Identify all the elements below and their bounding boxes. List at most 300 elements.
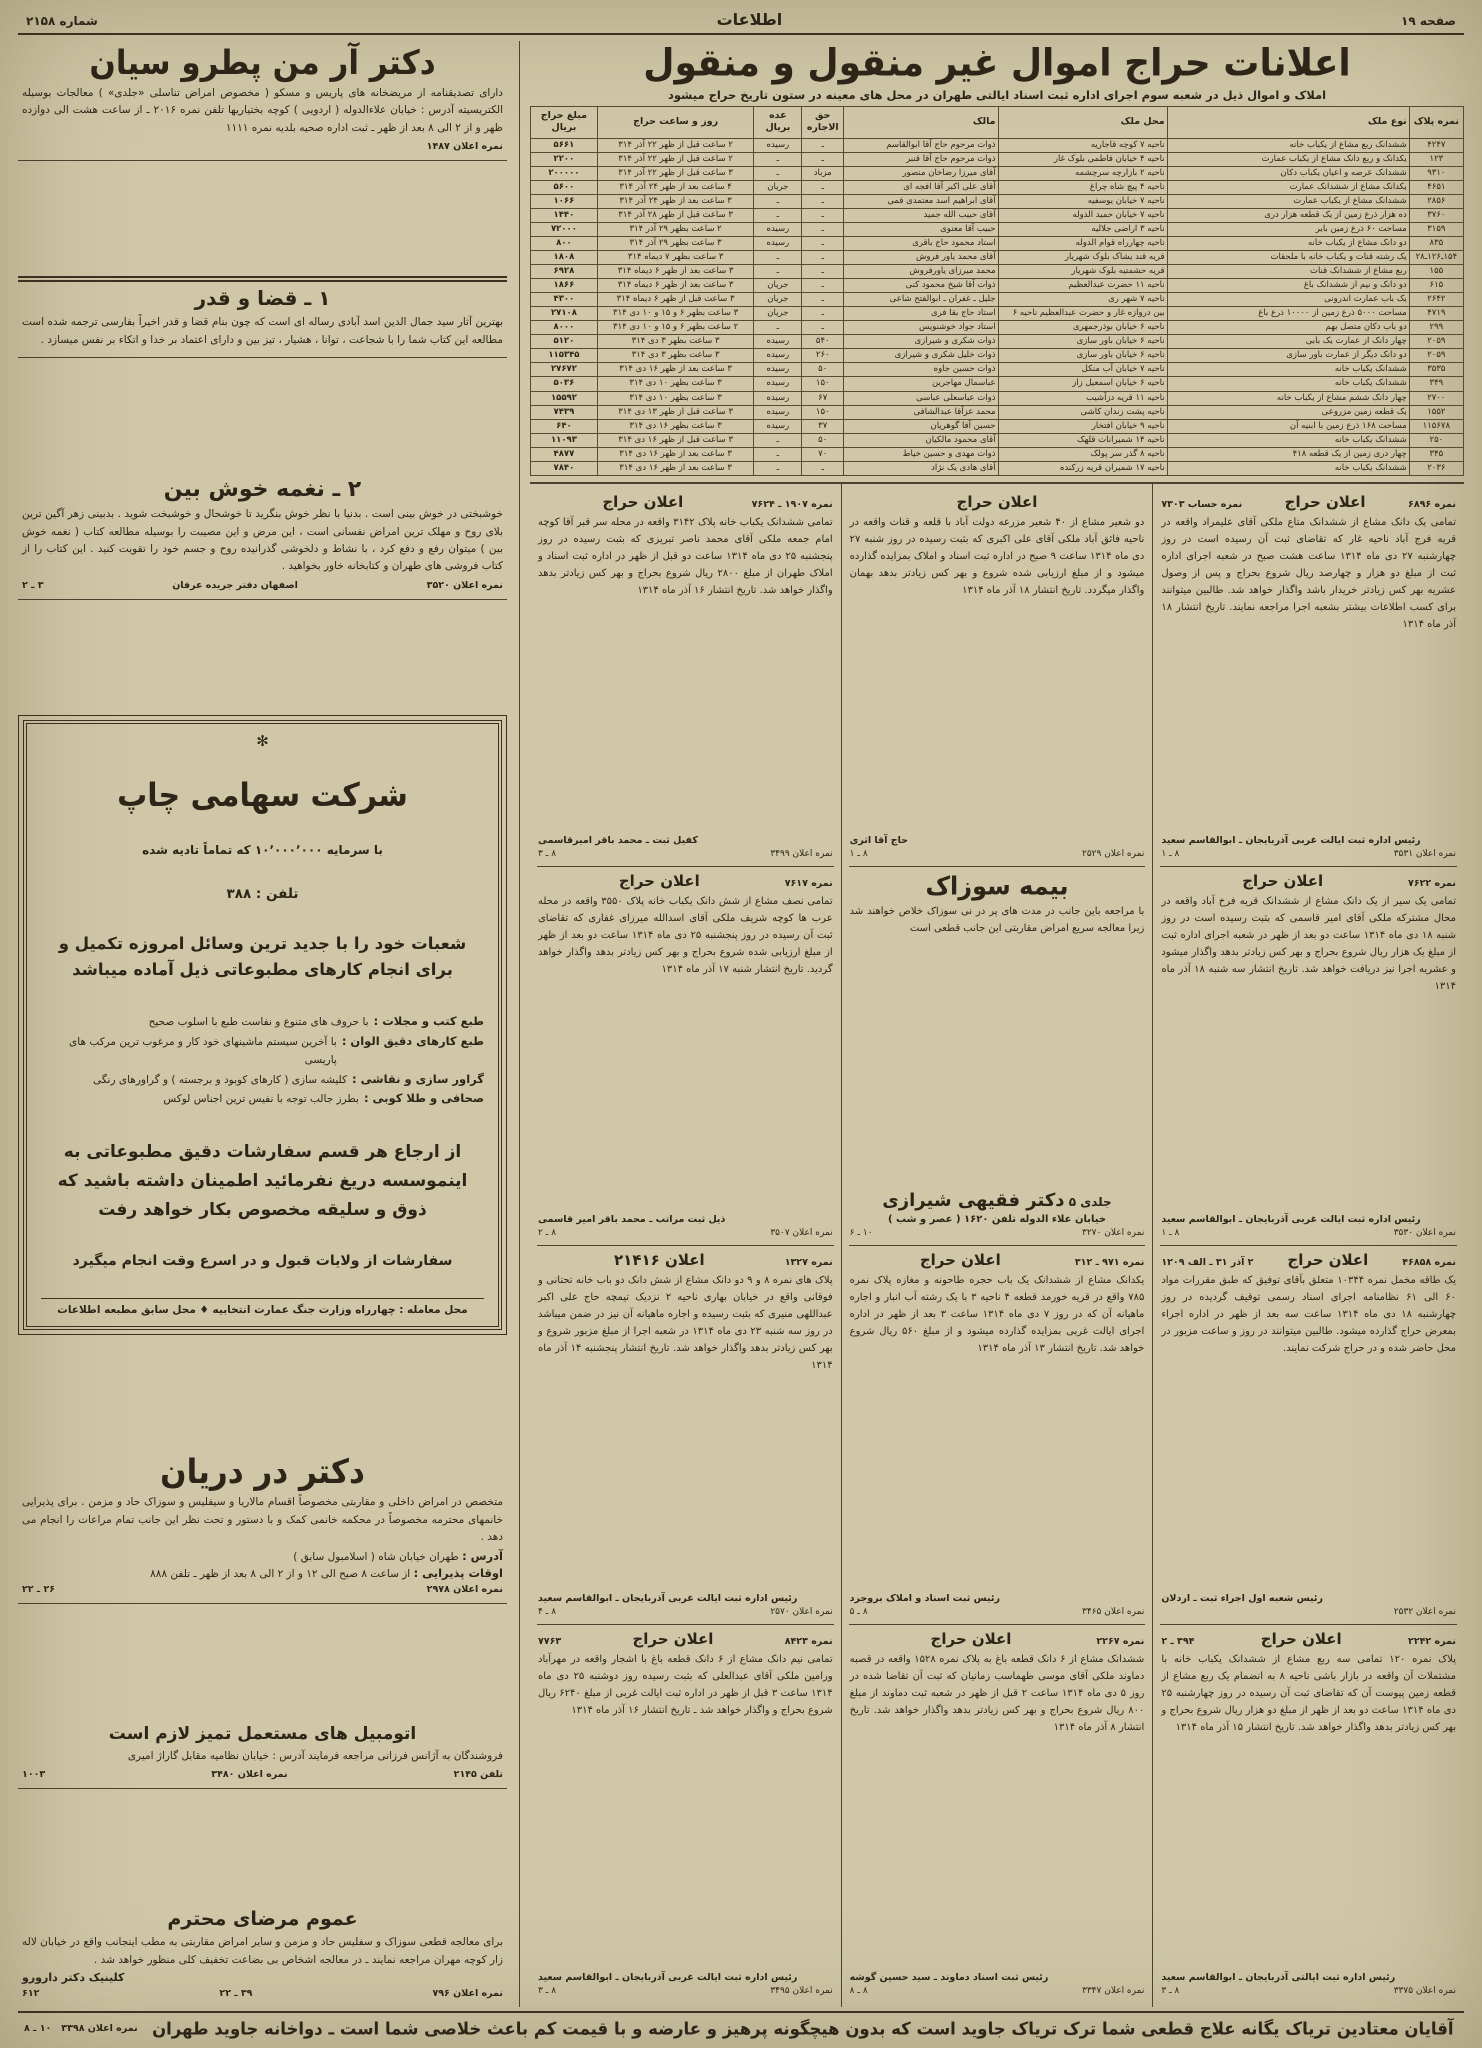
announcement-footer [850,1986,1145,1996]
table-cell: ۵۰۳۶ [531,377,598,391]
table-cell: ۳ ساعت بعد از ظهر ۱۶ دی ۳۱۴ [597,447,754,461]
ad-body: برای معالجه قطعی سوزاک و سفلیس حاد و مزمن و سایر امراض مقاربتی به مطب اینجانب واقع در خیابان لاله زار کوچه مهران مراجعه نمایند ـ در معالجه اشخاص بی بضاعت تخفیف کلی منظور خواهد شد . [22,1936,503,1966]
table-cell: حسین آقا گوهریان [844,419,998,433]
announcement-header [850,1251,1145,1269]
announcement-title: اعلان حراج [930,1629,1012,1648]
table-cell: ۱۵۴ـ۱۲۶ـ۲۸ [1409,251,1463,265]
table-cell: ـ [754,152,802,166]
table-cell: ۴۶۵۱ [1409,180,1463,194]
table-cell: ـ [802,152,844,166]
issue-number: شماره ۲۱۵۸ [26,14,98,28]
announcement-body: ششدانک مشاع از ۶ دانک قطعه باغ به پلاک نمره ۱۵۲۸ واقعه در قصبه دماوند ملکی آقای موسی طهماسب زمانیان که ثبت آن تقاضا شده در روز ۵ دی ماه ۱۳۱۴ ساعت ۲ قبل از ظهر در شعبه ثبت دماوند از مبلغ ۸۰۰ ریال شروع بحراج و بهر کس زیادتر بدهد واگذار خواهد شد. تاریخ انتشار ۸ آذر ماه ۱۳۱۴ [849,1653,1145,1733]
ad-code: ۳ ـ ۲ [22,579,44,591]
table-row [531,152,1464,166]
table-cell: ۳ ساعت بظهر ۳ دی ۳۱۴ [597,335,754,349]
print-service-label: صحافی و طلا کوبی : [363,1091,484,1106]
announcement-block [849,488,1146,867]
address-value: طهران خیابان شاه ( اسلامبول سابق ) [293,1551,459,1564]
announcement-block [1160,1625,1457,2003]
column-header: مالک [844,107,998,139]
announcement-number: نمره ۶۸۹۶ [1408,498,1456,510]
announcement-header [538,493,833,511]
table-cell: ده هزار ذرع زمین از یک قطعه هزار دری [1167,208,1409,222]
ad-book-naghme-khoshbin [18,473,507,599]
table-cell: ۳ ساعت قبل از ظهر ۲۲ آذر ۳۱۴ [597,166,754,180]
table-cell: ۶۱۵ [1409,279,1463,293]
company-title: شرکت سهامی چاپ [117,776,408,814]
table-cell: ـ [754,194,802,208]
announcement-code: ۸ ـ ۳ [537,848,557,859]
print-services [41,1012,484,1109]
announcement-extra: نمره حساب ۷۳۰۳ [1161,498,1243,510]
company-pitch: از ارجاع هر قسم سفارشات دقیق مطبوعاتی به اینموسسه دریغ نفرمائید اطمینان داشته باشید که ذوق و سلیقه مخصوص بکار خواهد رفت [57,1141,468,1220]
print-service-desc: با آخرین سیستم ماشینهای خود کار و مرغوب ترین مرکب های پاریسی [69,1035,337,1066]
table-cell: ۳ ساعت بعد از ظهر ۱۶ دی ۳۱۴ [597,461,754,475]
announcement-body: تمامی یک دانک مشاع از ششدانک متاع ملکی آقای علیمراد واقعه در قریه فرج آباد ناحیه غار که تقاضای ثبت آن رسیده است در روز چهارشنبه ۲۷ دی ماه ۱۳۱۴ ساعت هشت صبح در شعبه اجرای اداره ثبت از مبلغ دو هزار و چهارصد ریال شروع بحراج و پس از وصول عشریه بهر کس زیادتر خریدار باشد واگذار خواهد شد. طالبین میتوانند برای کسب اطلاعات بیشتر بشعبه اجرا مراجعه نمایند. تاریخ انتشار ۱۸ آذر ماه ۱۳۱۴ [1161,516,1456,630]
table-row [531,321,1464,335]
announcement-signature: رئیس اداره ثبت ایالت غربی آذربایجان ـ ابوالقاسم سعید [1161,834,1421,846]
table-cell: رسیده [754,391,802,405]
table-cell: ۹۳۱۰ [1409,166,1463,180]
table-cell: ناحیه ۷ کوچه قاجاریه [998,138,1167,152]
table-cell: ۷۴۳۹ [531,405,598,419]
column-header: حق الاجاره [802,107,844,139]
table-cell: ششدانک یکباب خانه [1167,433,1409,447]
announcement-body: تمامی یک سیر از یک دانک مشاع از ششدانک قریه فرخ آباد واقعه در محال مشترکه ملکی آقای امیر قاسمی که بثبت رسیده است در روز شنبه ۱۸ دی ماه ۱۳۱۴ ساعت دو بعد از ظهر در شعبه اجرای اداره ثبت از مبلغ یک هزار ریال شروع بحراج و بهر کس زیادتر بدهد واگذار میشود و عشریه اجرا نیز دریافت خواهد شد. تاریخ انتشار سه شنبه ۱۸ آذر ماه ۱۳۱۴ [1161,895,1456,992]
table-cell: عباسمال مهاجرین [844,377,998,391]
ad-phone: تلفن ۲۱۴۵ [453,1768,503,1780]
print-service-desc: بطرز جالب توجه با نفیس ترین اجناس لوکس [163,1093,359,1106]
announcement-code: ۸ ـ ۸ [849,1986,868,1996]
announcement-title: اعلان حراج [1242,871,1324,890]
announcement-ad-number: نمره اعلان ۲۵۳۲ [1393,1606,1456,1617]
table-cell: قریه حشمتیه بلوک شهریار [998,265,1167,279]
table-cell: ۲۸۵۶ [1409,194,1463,208]
table-cell: ناحیه ۷ خیابان حمید الدوله [998,208,1167,222]
ad-patients-clinic [18,1904,507,2007]
masthead [18,8,1464,35]
table-cell: دو دانک مشاع از یکباب خانه [1167,237,1409,251]
announcement-number: نمره ۴۶۸۵۸ [1402,1256,1456,1268]
doctor-specialty: جلدی ۵ [1064,1194,1112,1209]
announcement-extra: ۲ آذر ۳۱ ـ الف ۱۲۰۹ [1161,1256,1254,1268]
ad-code: ۱۰۰۳ [22,1768,46,1780]
announcement-footer [538,1228,833,1238]
bottom-banner [18,2011,1464,2042]
announcement-header [850,1630,1145,1648]
table-cell: جلیل ـ غفران ـ ابوالفتح شاعی [844,293,998,307]
table-cell: ناحیه پشت زندان کاشی [998,405,1167,419]
table-cell: مساحت ۶۰ ذرع زمین بایر [1167,222,1409,236]
table-cell: ۵۰ [802,433,844,447]
ad-code-2: ۶۱۲ [22,1987,40,1999]
ad-title: عموم مرضای محترم [167,1908,358,1931]
table-cell: ۷۸۴۰ [531,461,598,475]
table-cell: ذوات حسین جاوه [844,363,998,377]
table-cell: ـ [802,237,844,251]
announcement-ad-number: نمره اعلان ۳۴۹۹ [770,848,833,859]
table-cell: ۳ ساعت قبل از ظهر ۱۳ دی ۳۱۴ [597,405,754,419]
table-row [531,447,1464,461]
column-header: مبلغ حراج بریال [531,107,598,139]
table-cell: ناحیه ۷ خیابان یوسفیه [998,194,1167,208]
announcement-footer [850,1228,1145,1238]
table-cell: مساحت ۱۶۸ ذرع زمین با ابنیه آن [1167,419,1409,433]
table-cell: محمد میرزای یاورفروش [844,265,998,279]
table-cell: ـ [754,433,802,447]
table-cell: ۲ ساعت بظهر ۲۹ آذر ۳۱۴ [597,222,754,236]
announcement-signature: رئیس ثبت اسناد و املاک بروجرد [849,1592,1000,1604]
announcement-columns [530,482,1464,2007]
table-cell: آقای هادی یک نژاد [844,461,998,475]
table-cell: ۳۴۹ [1409,377,1463,391]
announcement-ad-number: نمره اعلان ۳۵۳۰ [1393,1227,1456,1238]
table-cell: ـ [802,307,844,321]
table-cell: ششدانک یکباب خانه [1167,363,1409,377]
company-phone: تلفن : ۳۸۸ [226,885,299,902]
table-cell: ۱۵۵ [1409,265,1463,279]
table-cell: رسیده [754,222,802,236]
print-service-item [41,1012,484,1032]
table-cell: ذوات خلیل شکری و شیرازی [844,349,998,363]
table-cell: ۲۰۰۰۰۰ [531,166,598,180]
table-cell: ذوات مهدی و حسین خیاط [844,447,998,461]
table-cell: ۳۵۳۵ [1409,363,1463,377]
doctor-name-text: دکتر فقیهی شیرازی [882,1189,1065,1211]
announcement-block [537,1246,834,1625]
auction-section [519,41,1464,2007]
table-cell: ۳ ساعت قبل از ظهر ۲۸ آذر ۳۱۴ [597,208,754,222]
page-content [18,35,1464,2007]
table-cell: رسیده [754,419,802,433]
announcement-block [849,867,1146,1246]
table-cell: جریان [754,180,802,194]
table-cell: جریان [754,279,802,293]
table-row [531,138,1464,152]
table-cell: یکدانک مشاع از ششدانک عمارت [1167,180,1409,194]
table-row [531,391,1464,405]
announcement-body: یک طاقه مخمل نمره ۱۰۳۴۴ متعلق بآقای توفیق که طبق مقررات مواد ۶۰ الی ۶۱ نظامنامه اجرای اسناد رسمی توقیف گردیده در روز چهارشنبه ۱۸ دی ماه ۱۳۱۴ ساعت سه بعد از ظهر در اداره اجراء بمعرض حراج گذارده میشود. طالبین میتوانند در روز و ساعت مزبور در محل حاضر شده و در حراج شرکت نمایند. [1161,1274,1456,1354]
table-cell: ۳ ساعت بظهر ۷ دیماه ۳۱۴ [597,251,754,265]
table-cell: ۱۲۳ [1409,152,1463,166]
announcement-header [1161,872,1456,890]
table-cell: ۳ ساعت بظهر ۶ و ۱۵ و ۱۰ دی ۳۱۴ [597,307,754,321]
table-cell: ششدانک یکباب خانه [1167,461,1409,475]
table-cell: رسیده [754,138,802,152]
announcement-number: نمره ۱۹۰۷ ـ ۷۶۲۴ [751,498,833,510]
table-cell: ششدانک ربع مشاع از یکباب خانه [1167,138,1409,152]
print-service-label: گراور سازی و نقاشی : [352,1071,484,1086]
table-cell: ۴۳۰۰ [531,293,598,307]
table-cell: ناحیه ۴ خیابان فاطمی بلوک غار [998,152,1167,166]
announcement-title: اعلان حراج [1287,1250,1369,1269]
table-cell: ذوات عباسعلی عباسی [844,391,998,405]
table-cell: دو دانک و نیم از ششدانک باغ [1167,279,1409,293]
announcement-header [538,872,833,890]
table-cell: ۲ ساعت بظهر ۶ و ۱۵ و ۱۰ دی ۳۱۴ [597,321,754,335]
table-cell: آقای ابراهیم اسد معتمدی قمی [844,194,998,208]
table-cell: ۲۰۳۶ [1409,461,1463,475]
table-cell: ۴۲۴۷ [1409,138,1463,152]
table-cell: ۲۷۰۰ [1409,391,1463,405]
table-cell: یک قطعه زمین مزروعی [1167,405,1409,419]
table-cell: آقای حبیب الله جمید [844,208,998,222]
announcement-header [850,872,1145,900]
table-row [531,194,1464,208]
table-cell: ۱۱۵۳۴۵ [531,349,598,363]
announcement-block [537,488,834,867]
announcement-block [1160,867,1457,1246]
column-header: نوع ملک [1167,107,1409,139]
announcement-code: ۱۰ ـ ۶ [849,1227,873,1238]
table-cell: ناحیه ۱۱ قریه دزآشیب [998,391,1167,405]
announcement-signature: حاج آقا اثری [849,834,909,846]
print-service-label: طبع کارهای دقیق الوان : [341,1033,484,1048]
table-cell: آقای محمود مالکیان [844,433,998,447]
announcement-title: اعلان حراج [632,1629,714,1648]
column-header: محل ملک [998,107,1167,139]
table-cell: ۱۱۵۶۷۸ [1409,419,1463,433]
table-row [531,237,1464,251]
announcement-footer [1161,849,1456,859]
table-cell: ۳ ساعت بظهر ۱۶ دی ۳۱۴ [597,419,754,433]
ad-body: دارای تصدیقنامه از مریضخانه های پاریس و مسکو ( مخصوص امراض تناسلی «جلدی» ) معالجات بوسیله الکتریسیته آدرس : خیابان علاءالدوله ( اردویی ) کوچه بختیاریها تلفن نمره ۲۰۱۶ ـ از ساعت هشت الی دوازده ظهر و از ۲ الی ۸ بعد از ظهر ـ ثبت اداره صحیه بلدیه نمره ۱۱۱۱ [22,87,503,134]
table-cell: ششدانک یکباب خانه [1167,377,1409,391]
ad-body: متخصص در امراض داخلی و مقاربتی مخصوصاً اقسام مالاریا و سیفلیس و سوزاک حاد و مزمن . برای پذیرایی خانمهای محترمه مخصوصاً در محکمه خانمی کمک و با دستور و تحت نظر این جانب تمام مراعات را انجام می دهد . [22,1496,503,1543]
table-cell: ۱۵۰ [802,405,844,419]
table-cell: استاد جواد خوشنویس [844,321,998,335]
table-cell: ۱۵۵۹۲ [531,391,598,405]
announcement-header [850,493,1145,511]
banner-code: ۱۰ ـ ۸ [24,2023,52,2034]
announcement-body: پلاک نمره ۱۲۰ تمامی سه ربع مشاع از ششدانک یکباب خانه با مشتملات آن واقعه در بازار باشی ناحیه ۸ به انضمام یک ربع مشاع از قطعه زمین پیوست آن که تقاضای ثبت آن رسیده در روز چهارشنبه ۲۵ دی ماه ۱۳۱۴ ساعت دو بعد از ظهر از مبلغ دو هزار ریال شروع بحراج و بهر کس زیادتر بدهد واگذار خواهد شد. تاریخ انتشار ۱۵ آذر ماه ۱۳۱۴ [1161,1653,1456,1733]
banner-ad-number: نمره اعلان ۳۳۹۸ [61,2023,138,2034]
table-cell: ۳ ساعت بعد از ظهر ۶ دیماه ۳۱۴ [597,265,754,279]
table-cell: ۸۳۵ [1409,237,1463,251]
table-cell: دو دانک دیگر از عمارت باور سازی [1167,349,1409,363]
table-cell: ربع مشاع از ششدانک قنات [1167,265,1409,279]
company-address: محل معامله : چهارراه وزارت جنگ عمارت انتخابیه ♦ محل سابق مطبعه اطلاعات [41,1298,484,1316]
table-cell: ۳ ساعت بعد از ظهر ۱۶ دی ۳۱۴ [597,363,754,377]
announcement-number: نمره ۷۶۱۷ [784,877,833,889]
announcement-number: نمره ۲۲۴۲ [1408,1635,1456,1647]
table-row [531,377,1464,391]
table-cell: ـ [754,265,802,279]
announcement-signature: رئیس شعبه اول اجراء ثبت ـ اردلان [1161,1592,1323,1604]
table-cell: ناحیه ۶ خیابان باور سازی [998,335,1167,349]
hours-value: از ساعت ۸ صبح الی ۱۲ و از ۲ الی ۸ بعد از ظهر ـ تلفن ۸۸۸ [150,1568,411,1581]
table-cell: یکدانک و ربع دانک مشاع از یکباب عمارت [1167,152,1409,166]
print-service-desc: با حروف های متنوع و نفاست طبع با اسلوب صحیح [148,1016,369,1028]
announcement-footer [1161,1607,1456,1617]
address-label: آدرس : [462,1549,503,1564]
announcement-title: اعلان حراج [1260,1629,1342,1648]
announcement-number: نمره ۲۲۶۷ [1096,1635,1145,1647]
table-cell: ذوات آقا شیخ محمود کنی [844,279,998,293]
table-cell: ناحیه ۷ خیابان آب منکل [998,363,1167,377]
table-cell: ۳۷ [802,419,844,433]
announcement-header [1161,1630,1456,1648]
table-cell: ۳ ساعت قبل از ظهر ۱۶ دی ۳۱۴ [597,433,754,447]
table-cell: ـ [754,208,802,222]
table-cell: ۴۷۱۹ [1409,307,1463,321]
announcement-title: بیمه سوزاک [925,871,1069,901]
ad-place: اصفهان دفتر جریده عرفان [172,579,298,591]
announcement-number: نمره ۸۴۲۳ [784,1635,833,1647]
table-cell: ۲۷۶۷۲ [531,363,598,377]
table-cell: ناحیه ۲ بازارچه سرچشمه [998,166,1167,180]
announcement-code: ۸ ـ ۴ [537,1606,557,1617]
announcement-title: اعلان حراج [956,492,1038,511]
announcement-block [849,1625,1146,2003]
table-row [531,419,1464,433]
announcement-column [842,484,1154,2007]
company-capital: با سرمایه ۱۰٬۰۰۰٬۰۰۰ که تماماً تادیه شده [142,843,383,858]
announcement-address: خیابان علاء الدوله تلفن ۱۶۲۰ ( عصر و شب ) [887,1213,1107,1225]
table-cell: ۳ ساعت بعد از ظهر ۶ دیماه ۳۱۴ [597,279,754,293]
table-cell: ۳۷۶۰ [1409,208,1463,222]
ad-book-qaza-qadar [18,276,507,358]
table-cell: چهار دانک ششم مشاع از یکباب خانه [1167,391,1409,405]
table-cell: یک باب عمارت اندرونی [1167,293,1409,307]
ad-print-company-box [18,715,507,1335]
table-cell: ۸۰۰ [531,237,598,251]
announcement-footer [538,1607,833,1617]
table-cell: رسیده [754,335,802,349]
table-cell: ناحیه ۱۴ شمیرانات قلهک [998,433,1167,447]
ad-number: نمره اعلان ۷۹۶ [432,1987,503,1999]
announcement-code: ۸ ـ ۳ [1161,1986,1180,1996]
table-cell: ۵۰ [802,363,844,377]
announcement-number: نمره ۷۶۲۲ [1408,877,1456,889]
paper-name: اطلاعات [716,10,783,29]
table-row [531,293,1464,307]
table-cell: ۶۹۲۸ [531,265,598,279]
ad-number: نمره اعلان ۳۴۸۰ [211,1768,288,1780]
announcement-body: تمامی نصف مشاع از شش دانک یکباب خانه پلاک ۳۵۵۰ واقعه در محله عرب ها کوچه شریف ملکی آقای اسدالله میرزای غفاری که تقاضای ثبت آن رسیده در روز پنجشنبه ۲۵ دی ماه ۱۳۱۴ ساعت دو بعد از ظهر از مبلغ ارزیابی شده شروع بحراج و بهر کس زیادتر بدهد واگذار خواهد گردید. تاریخ انتشار شنبه ۱۷ آذر ماه ۱۳۱۴ [537,895,833,975]
announcement-code: ۸ ـ ۵ [849,1606,868,1617]
ad-code: ۲۶ ـ ۲۲ [22,1584,56,1596]
announcement-footer [1161,1986,1456,1996]
announcement-code: ۸ ـ ۱ [849,848,868,859]
table-cell: ۲۲۰۰ [531,152,598,166]
table-cell: ۲۵۰ [1409,433,1463,447]
ad-number: نمره اعلان ۱۴۸۷ [426,140,503,152]
table-cell: ۱۸۶۶ [531,279,598,293]
table-cell: ـ [754,166,802,180]
table-cell: ـ [802,461,844,475]
announcement-ad-number: نمره اعلان ۳۴۶۵ [1082,1606,1145,1617]
announcement-footer [850,849,1145,859]
table-cell: ـ [802,194,844,208]
table-cell: ناحیه ۶ خیابان اسمعیل زاز [998,377,1167,391]
table-cell: بین دروازه غار و حضرت عبدالعظیم ناحیه ۶ [998,307,1167,321]
ad-print-company [23,720,502,1330]
hours-label: اوقات پذیرایی : [413,1566,503,1581]
announcement-title: اعلان حراج [1284,492,1366,511]
print-service-label: طبع کتب و مجلات : [373,1014,484,1028]
doctor-name [850,1190,1145,1211]
table-cell: ناحیه ۷ شهر ری [998,293,1167,307]
table-cell: استاد حاج بقا فری [844,307,998,321]
table-row [531,405,1464,419]
table-cell: ۵۶۰۰ [531,180,598,194]
table-cell: ۲۶۰ [802,349,844,363]
table-cell: ناحیه ۱۱ حضرت عبدالعظیم [998,279,1167,293]
announcement-title: اعلان حراج [618,871,700,890]
fleuron-icon: ✻ [256,731,269,750]
table-cell: دو باب دکان متصل بهم [1167,321,1409,335]
announcement-number: نمره ۱۳۲۷ [784,1256,833,1268]
table-cell: ناحیه ۱۷ شمیران قریه زرکنده [998,461,1167,475]
table-cell: جریان [754,307,802,321]
table-cell: یک رشته قنات و یکباب خانه با ملحقات [1167,251,1409,265]
table-row [531,433,1464,447]
announcement-number: نمره ۹۷۱ ـ ۳۱۲ [1074,1256,1145,1268]
table-row [531,208,1464,222]
table-cell: ۵۶۶۱ [531,138,598,152]
table-cell: ۲۰۵۹ [1409,349,1463,363]
announcement-title: اعلان حراج [919,1250,1001,1269]
table-row [531,180,1464,194]
company-lead: شعبات خود را با جدید ترین وسائل امروزه تکمیل و برای انجام کارهای مطبوعاتی ذیل آماده میباشد [58,933,467,979]
table-cell: ـ [802,222,844,236]
table-cell: ۲۰۵۹ [1409,335,1463,349]
table-cell: ناحیه ۳ اراضی جلالیه [998,222,1167,236]
table-cell: ۳ ساعت بظهر ۲۹ آذر ۳۱۴ [597,237,754,251]
announcement-footer [850,1607,1145,1617]
announcement-header [538,1630,833,1648]
ad-body: بهترین آثار سید جمال الدین اسد آبادی رساله ای است که چون بنام قضا و قدر اخیراً بفارسی ترجمه شده است مطالعه این کتاب شما را با شجاعت ، توانا ، هشیار ، تیز بین و دارای اعتماد بر خدا و اتکاء بر نفس میسازد . [22,316,503,346]
announcement-ad-number: نمره اعلان ۲۵۷۰ [770,1606,833,1617]
table-cell: ۳ ساعت قبل از ظهر ۶ دیماه ۳۱۴ [597,293,754,307]
table-cell: ـ [802,321,844,335]
table-cell: ـ [754,321,802,335]
table-cell: ذوات مرحوم حاج آقا قنبر [844,152,998,166]
table-cell: ۱۴۴۰ [531,208,598,222]
announcement-signature: رئیس ثبت اسناد دماوند ـ سید حسین گوشه [849,1972,1049,1983]
table-row [531,349,1464,363]
table-row [531,279,1464,293]
table-cell: ـ [802,180,844,194]
table-cell: ـ [802,279,844,293]
announcement-column [1153,484,1464,2007]
announcement-footer [538,1986,833,1996]
ad-number: نمره اعلان ۲۹۷۸ [426,1584,503,1596]
table-cell: ۵۱۲۰ [531,335,598,349]
auction-title: اعلانات حراج اموال غیر منقول و منقول [643,41,1351,86]
table-cell: ناحیه ۶ خیابان باور سازی [998,349,1167,363]
announcement-header [1161,1251,1456,1269]
announcement-signature: رئیس اداره ثبت ایالتی آذربایجان ـ ابوالقاسم سعید [1161,1972,1396,1983]
announcement-header [538,1251,833,1269]
announcement-title: اعلان ۲۱۴۱۶ [614,1250,705,1269]
table-cell: ۳۴۵ [1409,447,1463,461]
table-cell: محمد عزآقا عبدالشافی [844,405,998,419]
table-row [531,461,1464,475]
table-cell: ذوات شکری و شیرازی [844,335,998,349]
table-row [531,265,1464,279]
table-header-row [531,107,1464,139]
banner-text: آقایان معتادین تریاک یگانه علاج قطعی شما ترک تریاک جاوید است که بدون هیچگونه پرهیز و عارضه و با قیمت کم باعث خلاصی شما است ـ دواخانه جاوید طهران [152,2018,1454,2039]
table-cell: ششدانک عرصه و اعیان یکباب دکان [1167,166,1409,180]
ad-doctor-dorian [18,1450,507,1604]
table-cell: ـ [754,251,802,265]
table-cell: ـ [802,208,844,222]
announcement-column [530,484,842,2007]
table-cell: ۴ ساعت بعد از ظهر ۲۴ آذر ۳۱۴ [597,180,754,194]
announcement-code: ۸ ـ ۲ [537,1227,557,1238]
